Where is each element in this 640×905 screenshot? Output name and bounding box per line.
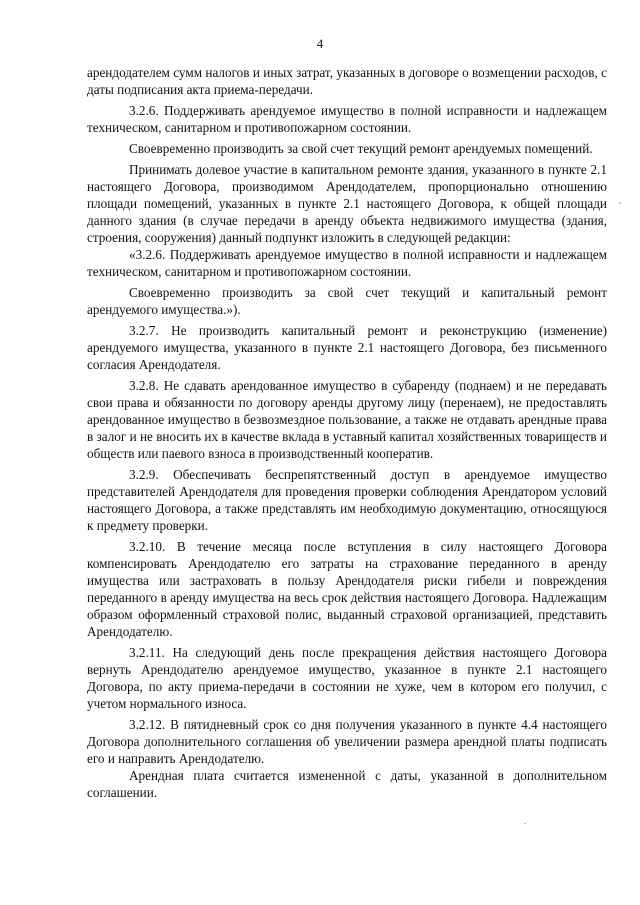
- paragraph-3-2-9: 3.2.9. Обеспечивать беспрепятственный доступ в арендуемое имущество представителей Арендодателя для проведения проверки соблюдения Арендатором условий настоящего Договора, а также представлять им необходимую документацию, относящуюся к предмету проверки.: [87, 467, 607, 533]
- scan-mark: ,: [619, 196, 621, 205]
- page-number: 4: [316, 36, 324, 51]
- document-body: [87, 64, 607, 801]
- scan-mark: .: [524, 817, 526, 826]
- paragraph-continuation: арендодателем сумм налогов и иных затрат, указанных в договоре о возмещении расходов, с даты подписания акта приема-передачи.: [87, 65, 607, 97]
- paragraph-current-repair: Своевременно производить за свой счет текущий ремонт арендуемых помещений.: [129, 141, 593, 156]
- paragraph-3-2-6: 3.2.6. Поддерживать арендуемое имущество в полной исправности и надлежащем техническом, санитарном и противопожарном состоянии.: [87, 103, 607, 135]
- paragraph-3-2-11: 3.2.11. На следующий день после прекращения действия настоящего Договора вернуть Арендодателю арендуемое имущество, указанное в пункте 2.1 настоящего Договора, по акту приема-передачи в состоянии не хуже, чем в котором его получил, с учетом нормального износа.: [87, 645, 607, 711]
- paragraph-3-2-6-alt: «3.2.6. Поддерживать арендуемое имущество в полной исправности и надлежащем техническом, санитарном и противопожарном состоянии.: [87, 247, 607, 279]
- paragraph-3-2-8: 3.2.8. Не сдавать арендованное имущество в субаренду (поднаем) и не передавать свои права и обязанности по договору аренды другому лицу (перенаем), не предоставлять арендованное имущество в безвозмездное пользование, а также не отдавать арендные права в залог и не вносить их в качестве вклада в уставный капитал хозяйственных товариществ и обществ или паевого взноса в производственный кооператив.: [87, 378, 607, 461]
- paragraph-capital-repair-share: Принимать долевое участие в капитальном ремонте здания, указанного в пункте 2.1 настоящего Договора, производимом Арендодателем, пропорционально отношению площади помещений, указанных в пункте 2.1 настоящего Договора, к общей площади данного здания (в случае передачи в аренду объекта недвижимого имущества (здания, строения, сооружения) данный подпункт изложить в следующей редакции:: [87, 162, 607, 245]
- paragraph-3-2-7: 3.2.7. Не производить капитальный ремонт и реконструкцию (изменение) арендуемого имущества, указанного в пункте 2.1 настоящего Договора, без письменного согласия Арендодателя.: [87, 323, 607, 372]
- paragraph-3-2-10: 3.2.10. В течение месяца после вступления в силу настоящего Договора компенсировать Арендодателю его затраты на страхование переданного в аренду имущества или застраховать в пользу Арендодателя риски гибели и повреждения переданного в аренду имущества на весь срок действия настоящего Договора. Надлежащим образом оформленный страховой полис, выданный страховой организацией, представить Арендодателю.: [87, 539, 607, 639]
- paragraph-repair-alt: Своевременно производить за свой счет текущий и капитальный ремонт арендуемого имущества.»).: [87, 285, 607, 317]
- paragraph-3-2-12: 3.2.12. В пятидневный срок со дня получения указанного в пункте 4.4 настоящего Договора дополнительного соглашения об увеличении размера арендной платы подписать его и направить Арендодателю.: [87, 717, 607, 766]
- paragraph-rent-change: Арендная плата считается измененной с даты, указанной в дополнительном соглашении.: [87, 768, 607, 800]
